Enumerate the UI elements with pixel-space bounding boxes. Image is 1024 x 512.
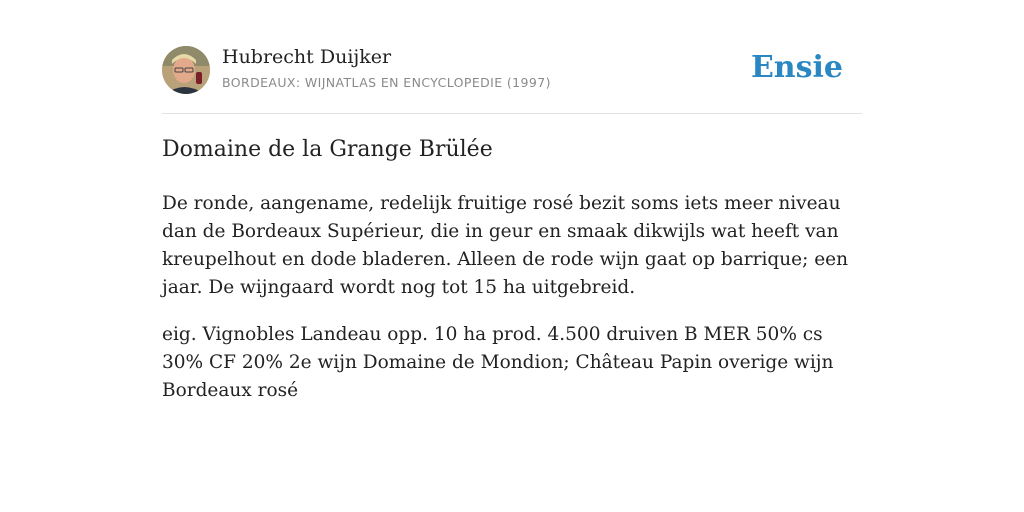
author-header xyxy=(162,46,862,96)
source-book-title[interactable]: BORDEAUX: WIJNATLAS EN ENCYCLOPEDIE (1997) xyxy=(222,75,551,90)
ensie-logo[interactable]: Ensie xyxy=(750,50,843,85)
entry-description: De ronde, aangename, redelijk fruitige rosé bezit soms iets meer niveau dan de Bordeaux Supérieur, die in geur en smaak dikwijls wat heeft van kreupelhout en dode bladeren. Alleen de rode wijn gaat op barrique; een jaar. De wijngaard wordt nog tot 15 ha uitgebreid. xyxy=(162,193,849,298)
entry-details: eig. Vignobles Landeau opp. 10 ha prod. 4.500 druiven B MER 50% cs 30% CF 20% 2e wijn Domaine de Mondion; Château Papin overige wijn Bordeaux rosé xyxy=(162,324,834,401)
author-name[interactable]: Hubrecht Duijker xyxy=(222,46,392,68)
author-avatar[interactable] xyxy=(162,46,210,94)
entry-title: Domaine de la Grange Brülée xyxy=(162,137,493,162)
header-divider xyxy=(162,113,862,114)
avatar-portrait-icon xyxy=(162,46,210,94)
